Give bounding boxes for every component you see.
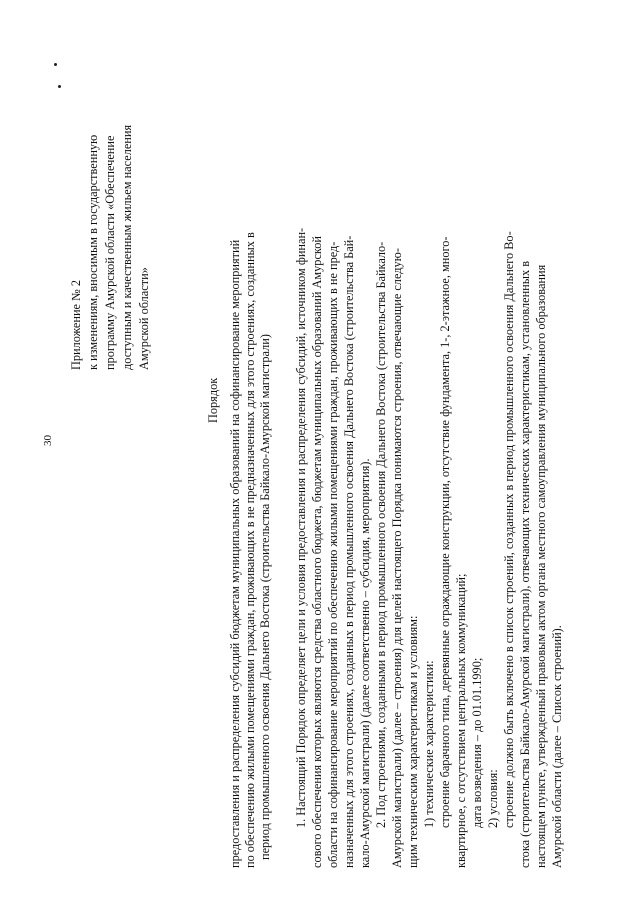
appendix-title: Приложение № 2 — [69, 279, 83, 370]
page-number: 30 — [42, 435, 54, 446]
body-line: настоящем пункте, утвержденный правовым актом органа местного самоуправления муниципального образования — [534, 264, 548, 868]
heading-line: предоставления и распределения субсидий бюджетам муниципальных образований на софинансирование мероприятий — [228, 239, 242, 868]
body-line: Амурской области (далее – Список строений). — [550, 625, 564, 868]
body-line: 1. Настоящий Порядок определяет цели и условия предоставления и распределения субсидий, источником финан- — [294, 227, 308, 828]
heading-line: период промышленного освоения Дальнего Востока (строительства Байкало-Амурской магистрали) — [258, 334, 272, 860]
body-line: Амурской магистрали) (далее – строения) для целей настоящего Порядка понимаются строения, отвечающие следую- — [390, 248, 404, 868]
body-line: строение должно быть включено в список строений, созданных в период промышленного освоения Дальнего Во- — [502, 231, 516, 828]
body-line: щим техническим характеристикам и условиям: — [406, 615, 420, 868]
body-line: 2) условия: — [486, 769, 500, 828]
body-line: сового обеспечения которых являются средства областного бюджета, бюджетам муниципальных образований Амурской — [310, 236, 324, 868]
body-line: назначенных для этого строениях, созданных в период промышленного освоения Дальнего Востока (строительства Бай- — [342, 235, 356, 868]
heading-line: по обеспечению жилыми помещениями граждан, проживающих в не предназначенных для этого строениях, созданных в — [243, 232, 257, 868]
scan-mark — [54, 63, 57, 66]
appendix-line: к изменениям, вносимым в государственную — [86, 134, 100, 370]
appendix-line: доступным и качественным жильем населения — [120, 124, 134, 370]
doc-heading: Порядок — [206, 377, 220, 423]
body-line: 1) технические характеристики: — [422, 660, 436, 828]
appendix-line: программу Амурской области «Обеспечение — [103, 135, 117, 370]
body-line: стока (строительства Байкало-Амурской магистрали), отвечающих технических характеристикам, установленных в — [518, 260, 532, 868]
body-line: строение барачного типа, деревянные ограждающие конструкции, отсутствие фундамента, 1-, 2-этажное, много- — [438, 236, 452, 828]
body-line: квартирное, с отсутствием центральных коммуникаций; — [454, 573, 468, 868]
body-line: кало-Амурской магистрали) (далее соответственно – субсидия, мероприятия). — [358, 458, 372, 868]
document-page — [58, 38, 618, 888]
body-line: 2. Под строениями, созданными в период промышленного освоения Дальнего Востока (строительства Байкало- — [374, 241, 388, 828]
body-line: области на софинансирование мероприятий по обеспечению жилыми помещениями граждан, проживающих в не пред- — [326, 241, 340, 868]
appendix-line: Амурской области» — [137, 267, 151, 370]
body-line: дата возведения – до 01.01.1990; — [470, 657, 484, 828]
